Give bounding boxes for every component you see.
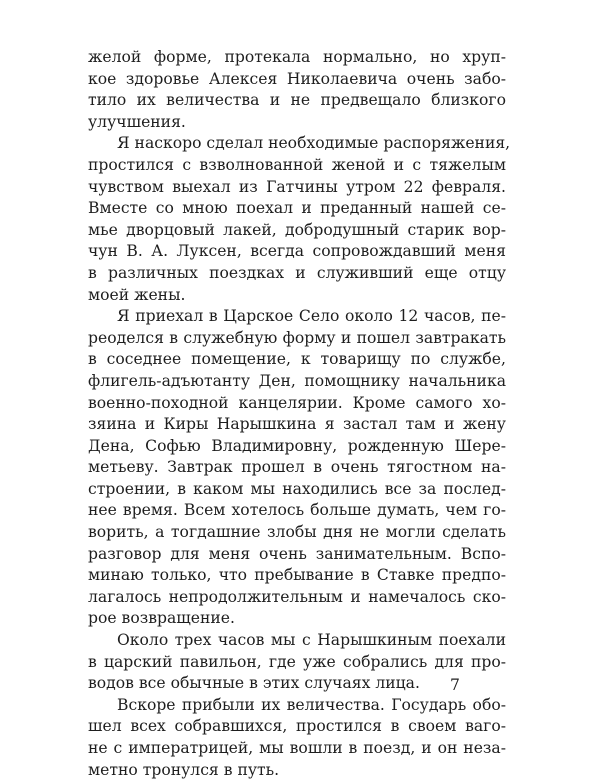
text-line: реоделся в служебную форму и пошел завтракать xyxy=(88,328,506,347)
text-line: мье дворцовый лакей, добродушный старик вор- xyxy=(88,220,506,239)
paragraph-3 xyxy=(88,306,506,630)
page-body xyxy=(88,47,511,781)
text-line: Дена, Софью Владимировну, рожденную Шере- xyxy=(88,436,506,455)
text-line: лагалось непродолжительным и намечалось ско- xyxy=(88,587,506,606)
text-line: улучшения. xyxy=(88,112,186,131)
text-line: метно тронулся в путь. xyxy=(88,760,280,779)
text-line: Около трех часов мы с Нарышкиным поехали xyxy=(117,631,506,650)
text-line: разговор для меня очень занимательным. Вспо- xyxy=(88,544,506,563)
text-line: в соседнее помещение, к товарищу по службе, xyxy=(88,350,506,369)
paragraph-1 xyxy=(88,47,506,133)
text-line: Я приехал в Царское Село около 12 часов, пе- xyxy=(117,307,506,326)
text-line: нее время. Всем хотелось больше думать, чем го- xyxy=(88,501,506,520)
text-line: шел всех собравшихся, простился в своем ваго- xyxy=(88,717,506,736)
text-line: не с императрицей, мы вошли в поезд, и он неза- xyxy=(88,739,506,757)
text-line: флигель-адъютанту Ден, помощнику начальника xyxy=(88,371,506,390)
paragraph-4 xyxy=(88,630,506,695)
text-line: в царский павильон, где уже собрались для про- xyxy=(88,652,506,671)
text-line: моей жены. xyxy=(88,285,186,304)
page-number: 7 xyxy=(450,676,460,694)
text-line: строении, в каком мы находились все за послед- xyxy=(88,479,506,498)
text-line: кое здоровье Алексея Николаевича очень забо- xyxy=(88,69,506,88)
text-line: минаю только, что пребывание в Ставке предпо- xyxy=(88,566,506,585)
text-line: зяина и Киры Нарышкина я застал там и жену xyxy=(88,415,506,434)
text-line: чувством выехал из Гатчины утром 22 февраля. xyxy=(88,177,506,196)
text-line: в различных поездках и служивший еще отцу xyxy=(88,263,506,282)
text-line: военно-походной канцелярии. Кроме самого хо- xyxy=(88,393,506,412)
text-line: рое возвращение. xyxy=(88,609,235,628)
text-line: чун В. А. Луксен, всегда сопровождавший меня xyxy=(88,242,506,261)
text-line: метьеву. Завтрак прошел в очень тягостном на- xyxy=(88,458,506,477)
paragraph-5 xyxy=(88,695,506,781)
text-line: ворить, а тогдашние злобы дня не могли сделать xyxy=(88,523,506,542)
text-line: Вскоре прибыли их величества. Государь обо- xyxy=(117,695,506,714)
paragraph-2 xyxy=(88,133,511,306)
text-line: тило их величества и не предвещало близкого xyxy=(88,91,506,110)
text-line: Вместе со мною поехал и преданный нашей се- xyxy=(88,199,506,218)
text-line: желой форме, протекала нормально, но хруп- xyxy=(88,48,506,66)
text-line: Я наскоро сделал необходимые распоряжения, xyxy=(117,134,511,153)
text-line: водов все обычные в этих случаях лица. xyxy=(88,674,420,693)
text-line: простился с взволнованной женой и с тяжелым xyxy=(88,155,506,174)
